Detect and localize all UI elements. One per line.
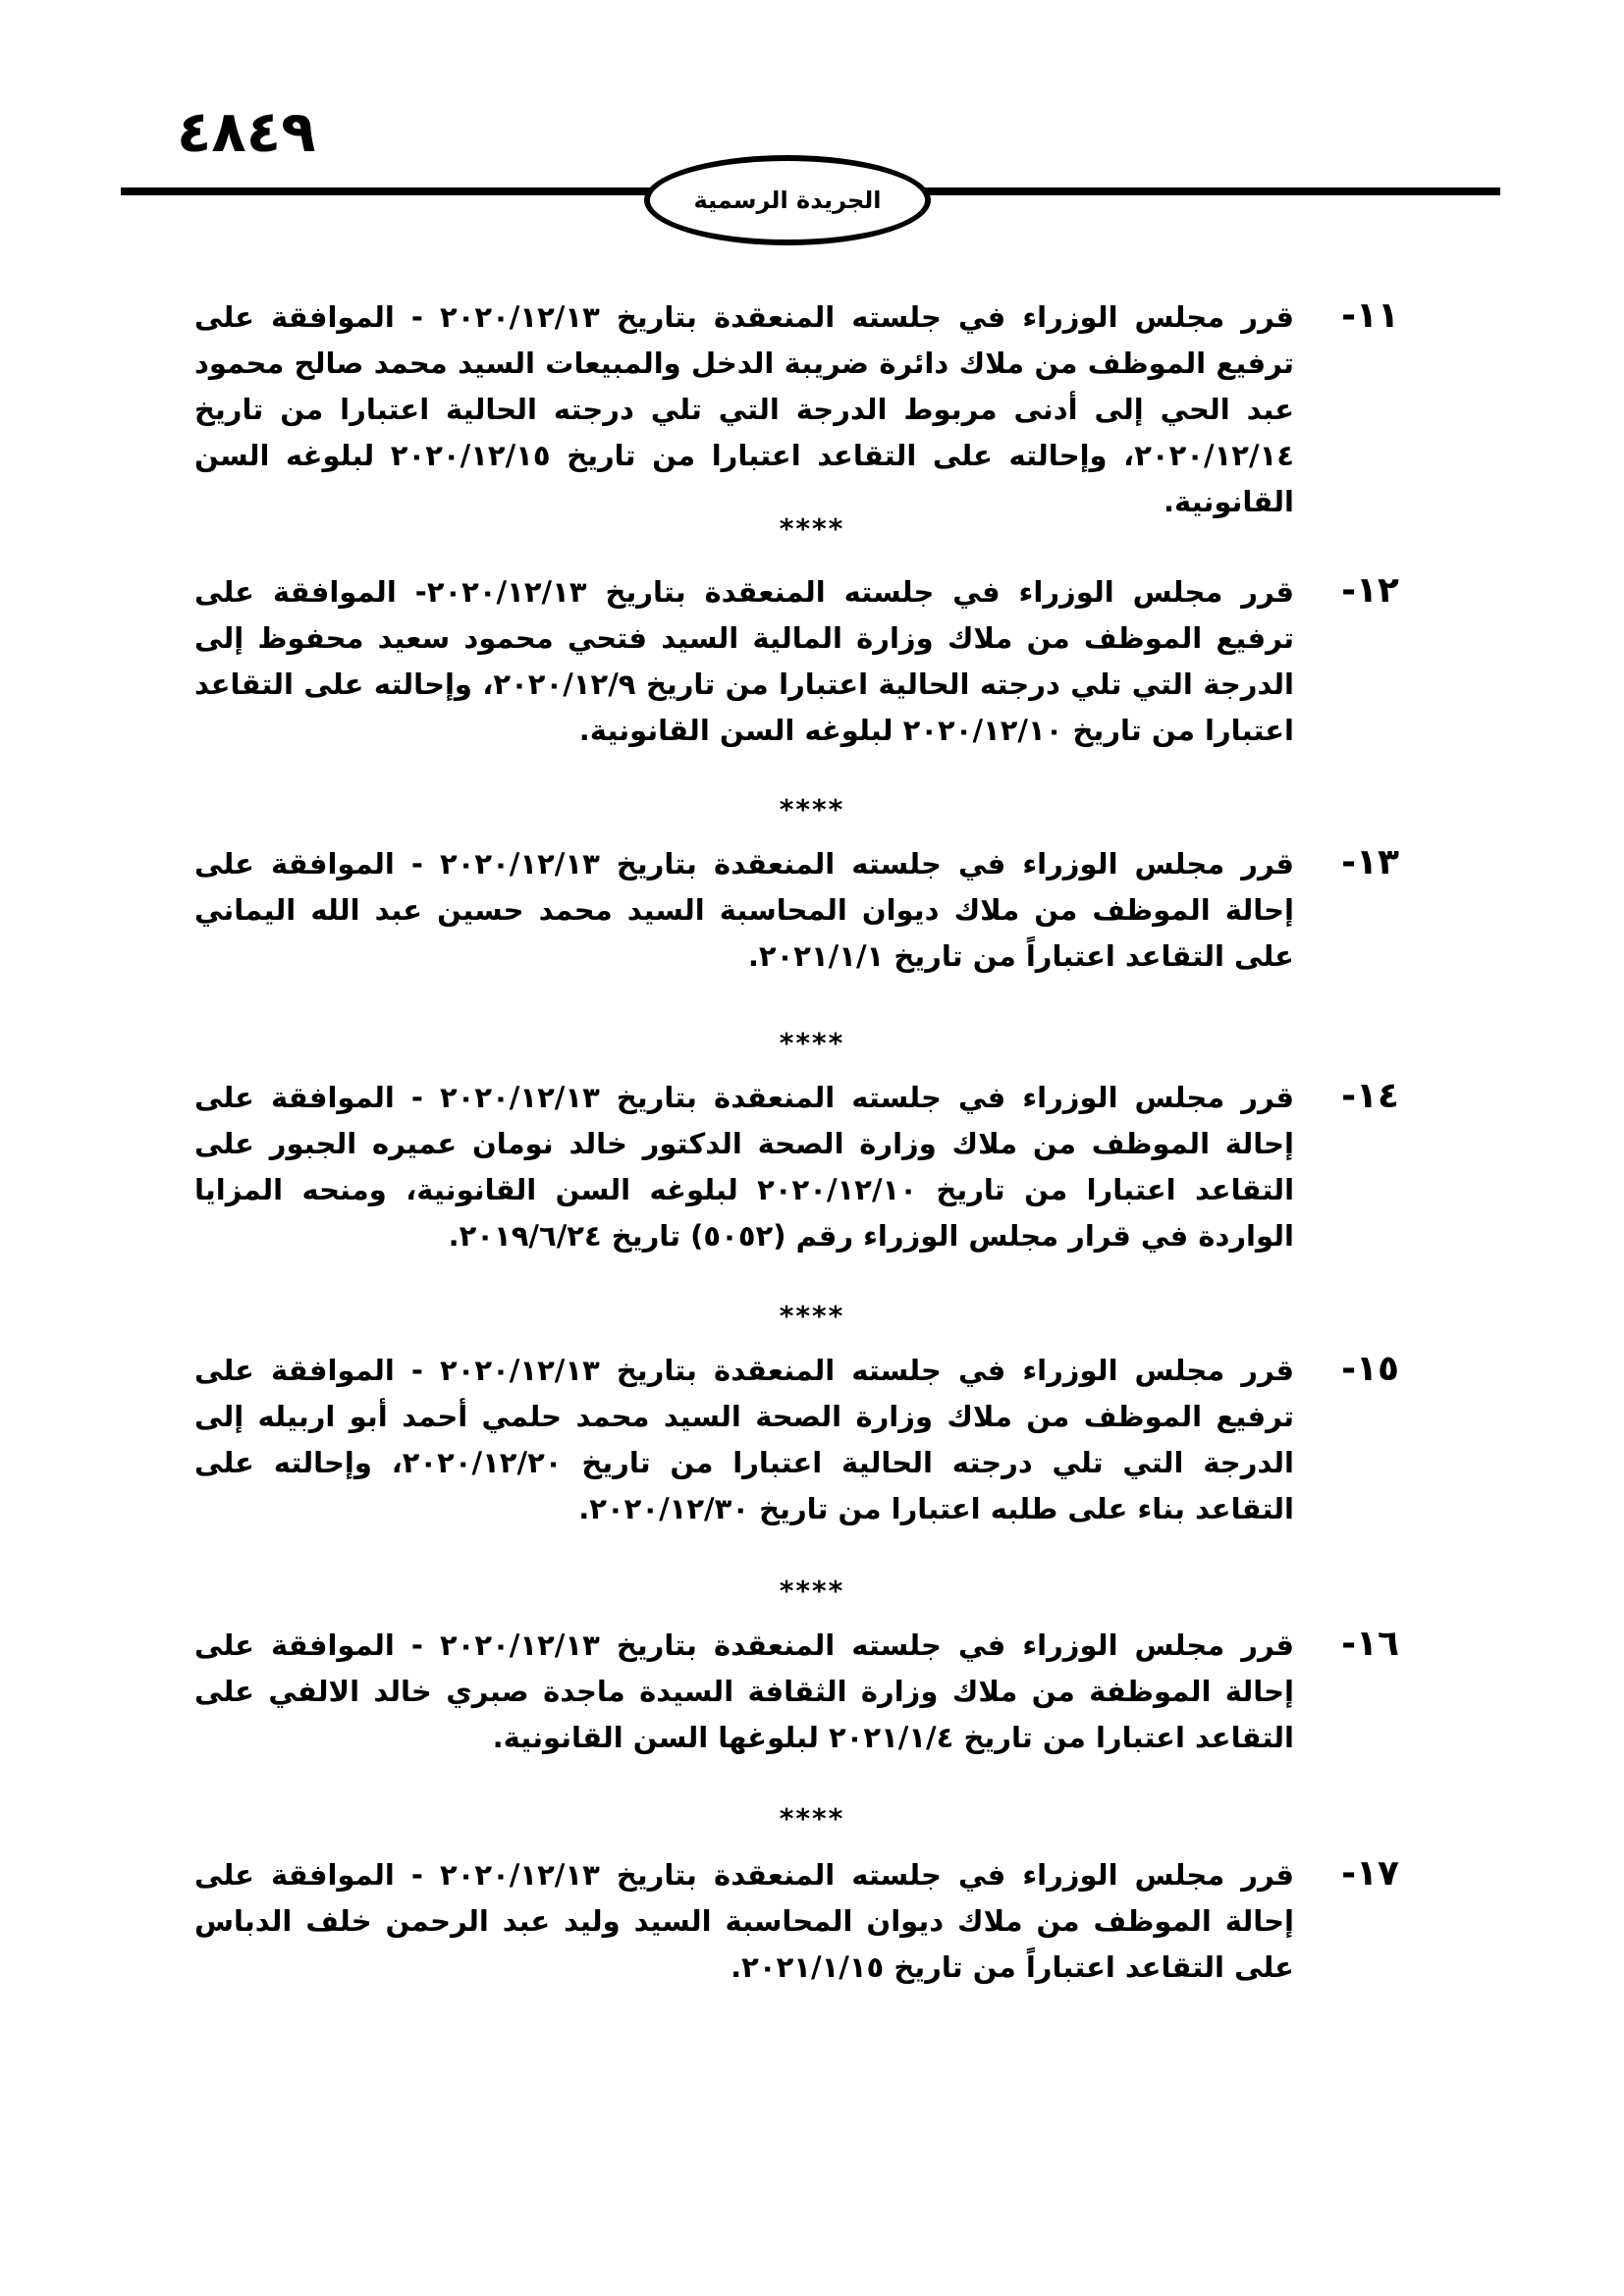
separator: **** — [779, 793, 845, 826]
decision-text: قرر مجلس الوزراء في جلسته المنعقدة بتاريخ ٢٠٢٠/١٢/١٣ - الموافقة على ترفيع الموظف من ملاك دائرة ضريبة الدخل والمبيعات السيد محمد صالح محمود عبد الحي إلى أدنى مربوط الدرجة التي تلي درجته الحالية اعتبارا من تاريخ ٢٠٢٠/١٢/١٤، وإحالته على التقاعد اعتبارا من تاريخ ٢٠٢٠/١٢/١٥ لبلوغه السن القانونية. — [194, 300, 1294, 518]
decision-number: ١٧- — [1341, 1853, 1399, 1894]
decision-text: قرر مجلس الوزراء في جلسته المنعقدة بتاريخ ٢٠٢٠/١٢/١٣- الموافقة على ترفيع الموظف من ملاك وزارة المالية السيد فتحي محمود سعيد محفوظ إلى الدرجة التي تلي درجته الحالية اعتبارا من تاريخ ٢٠٢٠/١٢/٩، وإحالته على التقاعد اعتبارا من تاريخ ٢٠٢٠/١٢/١٠ لبلوغه السن القانونية. — [194, 575, 1295, 747]
decision-text: قرر مجلس الوزراء في جلسته المنعقدة بتاريخ ٢٠٢٠/١٢/١٣ - الموافقة على إحالة الموظفة من ملاك وزارة الثقافة السيدة ماجدة صبري خالد الالفي على التقاعد اعتبارا من تاريخ ٢٠٢١/١/٤ لبلوغها السن القانونية. — [194, 1629, 1294, 1754]
separator: **** — [779, 1802, 845, 1835]
header-badge — [644, 155, 931, 245]
decision-number: ١٤- — [1341, 1076, 1399, 1116]
decision-text: قرر مجلس الوزراء في جلسته المنعقدة بتاريخ ٢٠٢٠/١٢/١٣ - الموافقة على إحالة الموظف من ملاك وزارة الصحة الدكتور خالد نومان عميره الجبور على التقاعد اعتبارا من تاريخ ٢٠٢٠/١٢/١٠ لبلوغه السن القانونية، ومنحه المزايا الواردة في قرار مجلس الوزراء رقم (٥٠٥٢) تاريخ ٢٠١٩/٦/٢٤. — [194, 1081, 1295, 1253]
decision-text: قرر مجلس الوزراء في جلسته المنعقدة بتاريخ ٢٠٢٠/١٢/١٣ - الموافقة على إحالة الموظف من ملاك ديوان المحاسبة السيد وليد عبد الرحمن خلف الدباس على التقاعد اعتباراً من تاريخ ٢٠٢١/١/١٥. — [194, 1858, 1294, 1984]
decision-number: ١٦- — [1341, 1624, 1399, 1664]
decision-text: قرر مجلس الوزراء في جلسته المنعقدة بتاريخ ٢٠٢٠/١٢/١٣ - الموافقة على إحالة الموظف من ملاك ديوان المحاسبة السيد محمد حسين عبد الله اليماني على التقاعد اعتباراً من تاريخ ٢٠٢١/١/١. — [194, 847, 1294, 973]
decision-number: ١١- — [1341, 295, 1399, 336]
decision-text: قرر مجلس الوزراء في جلسته المنعقدة بتاريخ ٢٠٢٠/١٢/١٣ - الموافقة على ترفيع الموظف من ملاك وزارة الصحة السيد محمد حلمي أحمد أبو اربيله إلى الدرجة التي تلي درجته الحالية اعتبارا من تاريخ ٢٠٢٠/١٢/٢٠، وإحالته على التقاعد بناء على طلبه اعتبارا من تاريخ ٢٠٢٠/١٢/٣٠. — [194, 1354, 1294, 1525]
decision-number: ١٥- — [1341, 1349, 1399, 1389]
gazette-title: الجريدة الرسمية — [693, 187, 882, 214]
decision-number: ١٣- — [1341, 842, 1399, 882]
page-number: ٤٨٤٩ — [177, 98, 316, 165]
separator: **** — [779, 512, 845, 545]
separator: **** — [779, 1027, 845, 1059]
separator: **** — [779, 1575, 845, 1607]
decision-number: ١٢- — [1341, 570, 1399, 611]
separator: **** — [779, 1300, 845, 1332]
